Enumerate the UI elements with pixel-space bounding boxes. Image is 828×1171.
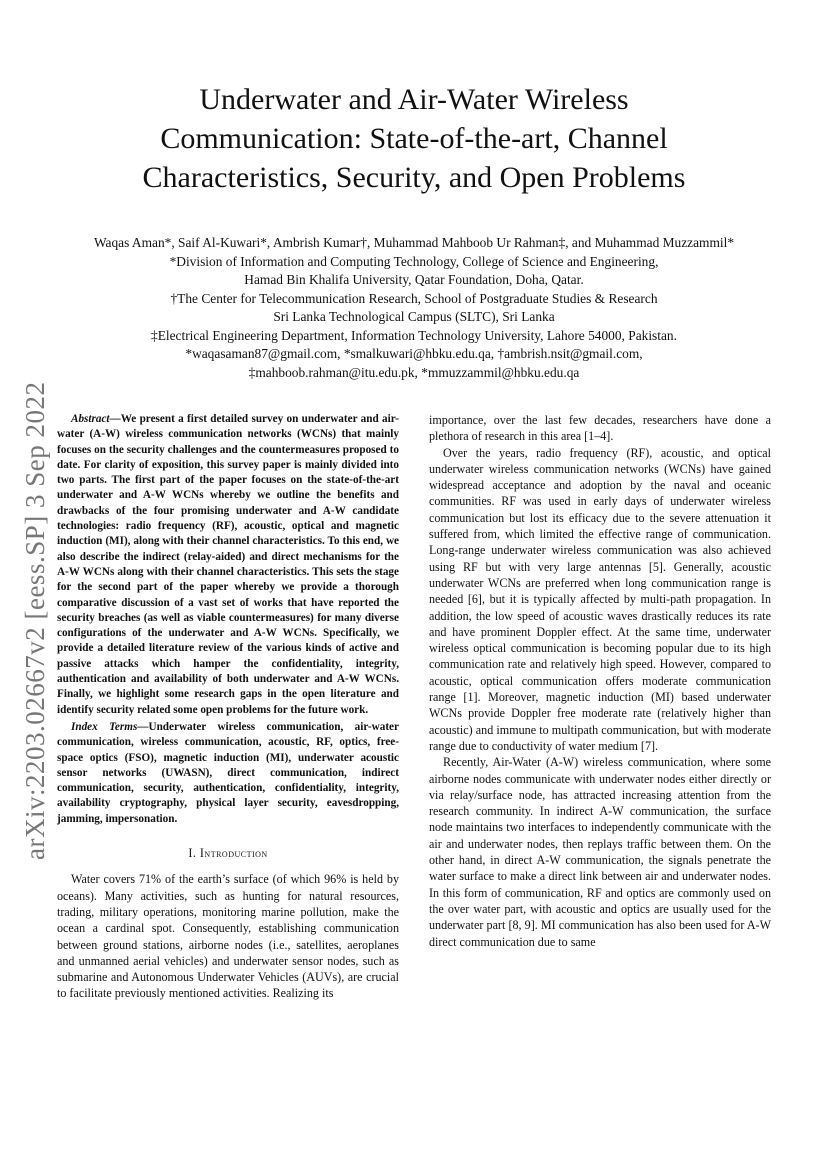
- index-terms-text: —Underwater wireless communication, air-water communication, wireless communication, acoustic, RF, optics, free-space optics (FSO), magnetic induction (MI), underwater acoustic sensor networks (UWASN), direct communication, indirect communication, security, authentication, confidentiality, integrity, availability cryptography, physical layer security, eavesdropping, jamming, impersonation.: [57, 720, 399, 825]
- abstract-text: —We present a first detailed survey on underwater and air-water (A-W) wireless communication networks (WCNs) that mainly focuses on the security challenges and the countermeasures proposed to date. For clarity of exposition, this survey paper is mainly divided into two parts. The first part of the paper focuses on the state-of-the-art underwater and A-W WCNs whereby we outline the benefits and drawbacks of the four promising underwater and A-W candidate technologies: radio frequency (RF), acoustic, optical and magnetic induction (MI), along with their channel characteristics. To this end, we also describe the indirect (relay-aided) and direct mechanisms for the A-W WCNs along with their channel characteristics. This sets the stage for the second part of the paper whereby we provide a thorough comparative discussion of a vast set of works that have reported the security breaches (as well as viable countermeasures) for many diverse configurations of the underwater and A-W WCNs. Specifically, we provide a detailed literature review of the various kinds of active and passive attacks which hamper the confidentiality, integrity, authentication and availability of both underwater and A-W WCNs. Finally, we highlight some research gaps in the open literature and identify security related some open problems for the future work.: [57, 413, 399, 716]
- author-names: Waqas Aman*, Saif Al-Kuwari*, Ambrish Kumar†, Muhammad Mahboob Ur Rahman‡, and Muhammad Muzzammil*: [93, 235, 735, 250]
- intro-paragraph-3: Recently, Air-Water (A-W) wireless communication, where some airborne nodes communicate with underwater nodes either directly or via relay/surface node, has attracted increasing attention from the research community. In indirect A-W communication, the surface node maintains two interfaces to independently communicate with the air and underwater nodes, then replays traffic between them. On the other hand, in direct A-W communication, the signals penetrate the water surface to make a direct link between air and underwater nodes. In this form of communication, RF and optics are commonly used on the over water part, with acoustic and optics are usually used for the underwater part [8, 9]. MI communication has also been used for A-W direct communication due to same: [429, 755, 771, 949]
- title-line-1: Underwater and Air-Water Wireless: [199, 83, 629, 116]
- affiliation-1b: Hamad Bin Khalifa University, Qatar Foundation, Doha, Qatar.: [244, 272, 584, 287]
- abstract: [57, 412, 399, 718]
- left-column: [57, 412, 399, 1002]
- affiliation-1a: *Division of Information and Computing Technology, College of Science and Engineering,: [169, 253, 659, 269]
- abstract-label: Abstract: [71, 413, 110, 425]
- paper-title: [80, 80, 748, 197]
- title-line-2: Communication: State-of-the-art, Channel: [160, 122, 668, 155]
- affiliation-2b: Sri Lanka Technological Campus (SLTC), Sri Lanka: [273, 309, 555, 324]
- intro-paragraph-2: Over the years, radio frequency (RF), acoustic, and optical underwater wireless communication networks (WCNs) have gained widespread acceptance and adoption by the naval and oceanic communities. RF was used in early days of underwater wireless communication but lost its efficacy due to the severe attenuation it suffered from, which limited the effective range of communication. Long-range underwater wireless communication was also achieved using RF but with very large antennas [5]. Generally, acoustic underwater WCNs are preferred when long communication range is needed [6], but it is typically affected by multi-path propagation. In addition, the low speed of acoustic waves drastically reduces its rate and have prominent Doppler effect. At the same time, underwater wireless optical communication is becoming popular due to its high communication rate and relatively high speed. However, compared to acoustic, optical communication offers moderate communication range [1]. Moreover, magnetic induction (MI) based underwater WCNs provide Doppler free moderate rate (relatively higher than acoustic) and immune to multipath communication, but with moderate range due to conductivity of water medium [7].: [429, 445, 771, 753]
- affiliation-3: ‡Electrical Engineering Department, Information Technology University, Lahore 54000, Pakistan.: [151, 327, 677, 343]
- author-emails-1: *waqasaman87@gmail.com, *smalkuwari@hbku.edu.qa, †ambrish.nsit@gmail.com,: [185, 346, 643, 361]
- author-emails-2: ‡mahboob.rahman@itu.edu.pk, *mmuzzammil@hbku.edu.qa: [248, 364, 580, 380]
- affiliation-2a: †The Center for Telecommunication Research, School of Postgraduate Studies & Research: [170, 290, 658, 306]
- intro-paragraph-1-continued: importance, over the last few decades, researchers have done a plethora of research in this area [1–4].: [429, 413, 771, 444]
- index-terms-label: Index Terms: [71, 720, 138, 733]
- author-block: [40, 234, 788, 382]
- title-line-3: Characteristics, Security, and Open Problems: [142, 161, 686, 194]
- section-heading-introduction: I. Introduction: [188, 846, 268, 861]
- index-terms: [57, 720, 399, 827]
- right-column: [429, 412, 771, 950]
- intro-paragraph-1: Water covers 71% of the earth’s surface (of which 96% is held by oceans). Many activities, such as hunting for natural resources, trading, military operations, monitoring marine pollution, make the ocean a cardinal spot. Consequently, establishing communication between ground stations, airborne nodes (i.e., satellites, aeroplanes and unmanned aerial vehicles) and underwater sensor nodes, such as submarine and Autonomous Underwater Vehicles (AUVs), are crucial to facilitate previously mentioned activities. Realizing its: [57, 872, 399, 1001]
- arxiv-side-stamp: arXiv:2203.02667v2 [eess.SP] 3 Sep 2022: [20, 381, 50, 860]
